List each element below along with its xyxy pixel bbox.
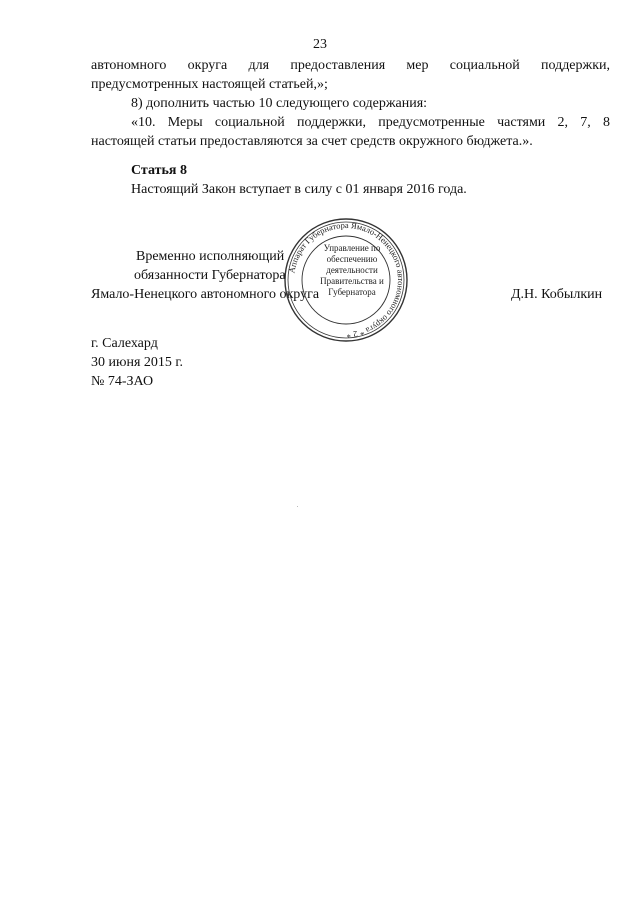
seal-ring-text: Аппарат Губернатора Ямало-Ненецкого автономного округа * 2 * (286, 219, 407, 341)
paragraph-3-line-1: «10. Меры социальной поддержки, предусмотренные частями 2, 7, 8 (131, 115, 610, 130)
document-number: № 74-ЗАО (91, 374, 154, 389)
article-heading: Статья 8 (131, 163, 187, 178)
seal-center-text: Управление по обеспечению деятельности Правительства и Губернатора (320, 243, 384, 297)
paragraph-1-line-1: автономного округа для предоставления мер социальной поддержки, (91, 58, 610, 73)
document-date: 30 июня 2015 г. (91, 355, 184, 370)
paragraph-1-line-2: предусмотренных настоящей статьей,»; (91, 77, 328, 92)
signature-line-1: Временно исполняющий (136, 249, 285, 264)
article-text: Настоящий Закон вступает в силу с 01 января 2016 года. (131, 182, 467, 197)
scan-speck (297, 506, 298, 507)
signatory-name: Д.Н. Кобылкин (511, 287, 603, 302)
document-city: г. Салехард (91, 336, 158, 351)
page-number: 23 (313, 37, 327, 52)
paragraph-3-line-2: настоящей статьи предоставляются за счет средств окружного бюджета.». (91, 134, 533, 149)
paragraph-2: 8) дополнить частью 10 следующего содержания: (131, 96, 428, 111)
signature-line-3: Ямало-Ненецкого автономного округа (91, 287, 320, 302)
signature-line-2: обязанности Губернатора (134, 268, 286, 283)
